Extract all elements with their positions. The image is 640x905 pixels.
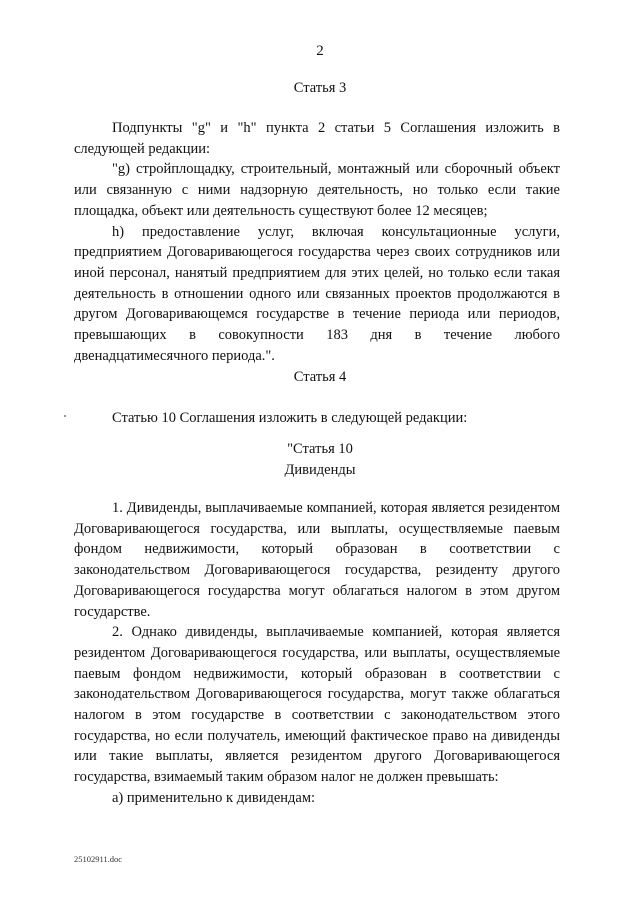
article-4-body [74, 408, 560, 429]
margin-mark [64, 415, 66, 417]
paragraph-2: 2. Однако дивиденды, выплачиваемые компанией, которая является резидентом Договаривающегося государства, или выплаты, осуществляемые паевым фондом недвижимости, который образован в соответствии с законодательством Договаривающегося государства, могут также облагаться налогом в этом государстве в соответствии с законодательством этого государства, но если получатель, имеющий фактическое право на дивиденды или такие выплаты, является резидентом другого Договаривающегося государства, взимаемый таким образом налог не должен превышать: [74, 624, 560, 786]
paragraph-1: 1. Дивиденды, выплачиваемые компанией, которая является резидентом Договаривающегося государства, или выплаты, осуществляемые паевым фондом недвижимости, который образован в соответствии с законодательством Договаривающегося государства, резиденту другого Договаривающегося государства могут облагаться налогом в этом другом государстве. [74, 500, 560, 620]
article-10-heading: "Статья 10 [287, 441, 353, 457]
article-10-subheading: Дивиденды [284, 462, 356, 478]
article-4-intro: Статью 10 Соглашения изложить в следующей редакции: [112, 410, 468, 426]
article-3-heading: Статья 3 [293, 80, 347, 96]
article-3-body [74, 118, 560, 366]
article-4-heading: Статья 4 [293, 369, 347, 385]
file-name-footer: 25102911.doc [74, 854, 123, 864]
page-number: 2 [316, 43, 324, 59]
subparagraph-g: "g) стройплощадку, строительный, монтажный или сборочный объект или связанную с ними надзорную деятельность, но только если такие площадка, объект или деятельность существуют более 12 месяцев; [74, 161, 560, 219]
subparagraph-a: а) применительно к дивидендам: [112, 789, 316, 806]
article-10-body [74, 498, 560, 809]
subparagraph-h: h) предоставление услуг, включая консультационные услуги, предприятием Договаривающегося государства через своих сотрудников или иной персонал, нанятый предприятием для этих целей, но только если такая деятельность в отношении одного или связанных проектов продолжаются в другом Договаривающемся государстве в течение периода или периодов, превышающих в совокупности 183 дня в течение любого двенадцатимесячного периода.". [74, 223, 560, 364]
article-3-intro: Подпункты "g" и "h" пункта 2 статьи 5 Соглашения изложить в следующей редакции: [74, 120, 560, 157]
